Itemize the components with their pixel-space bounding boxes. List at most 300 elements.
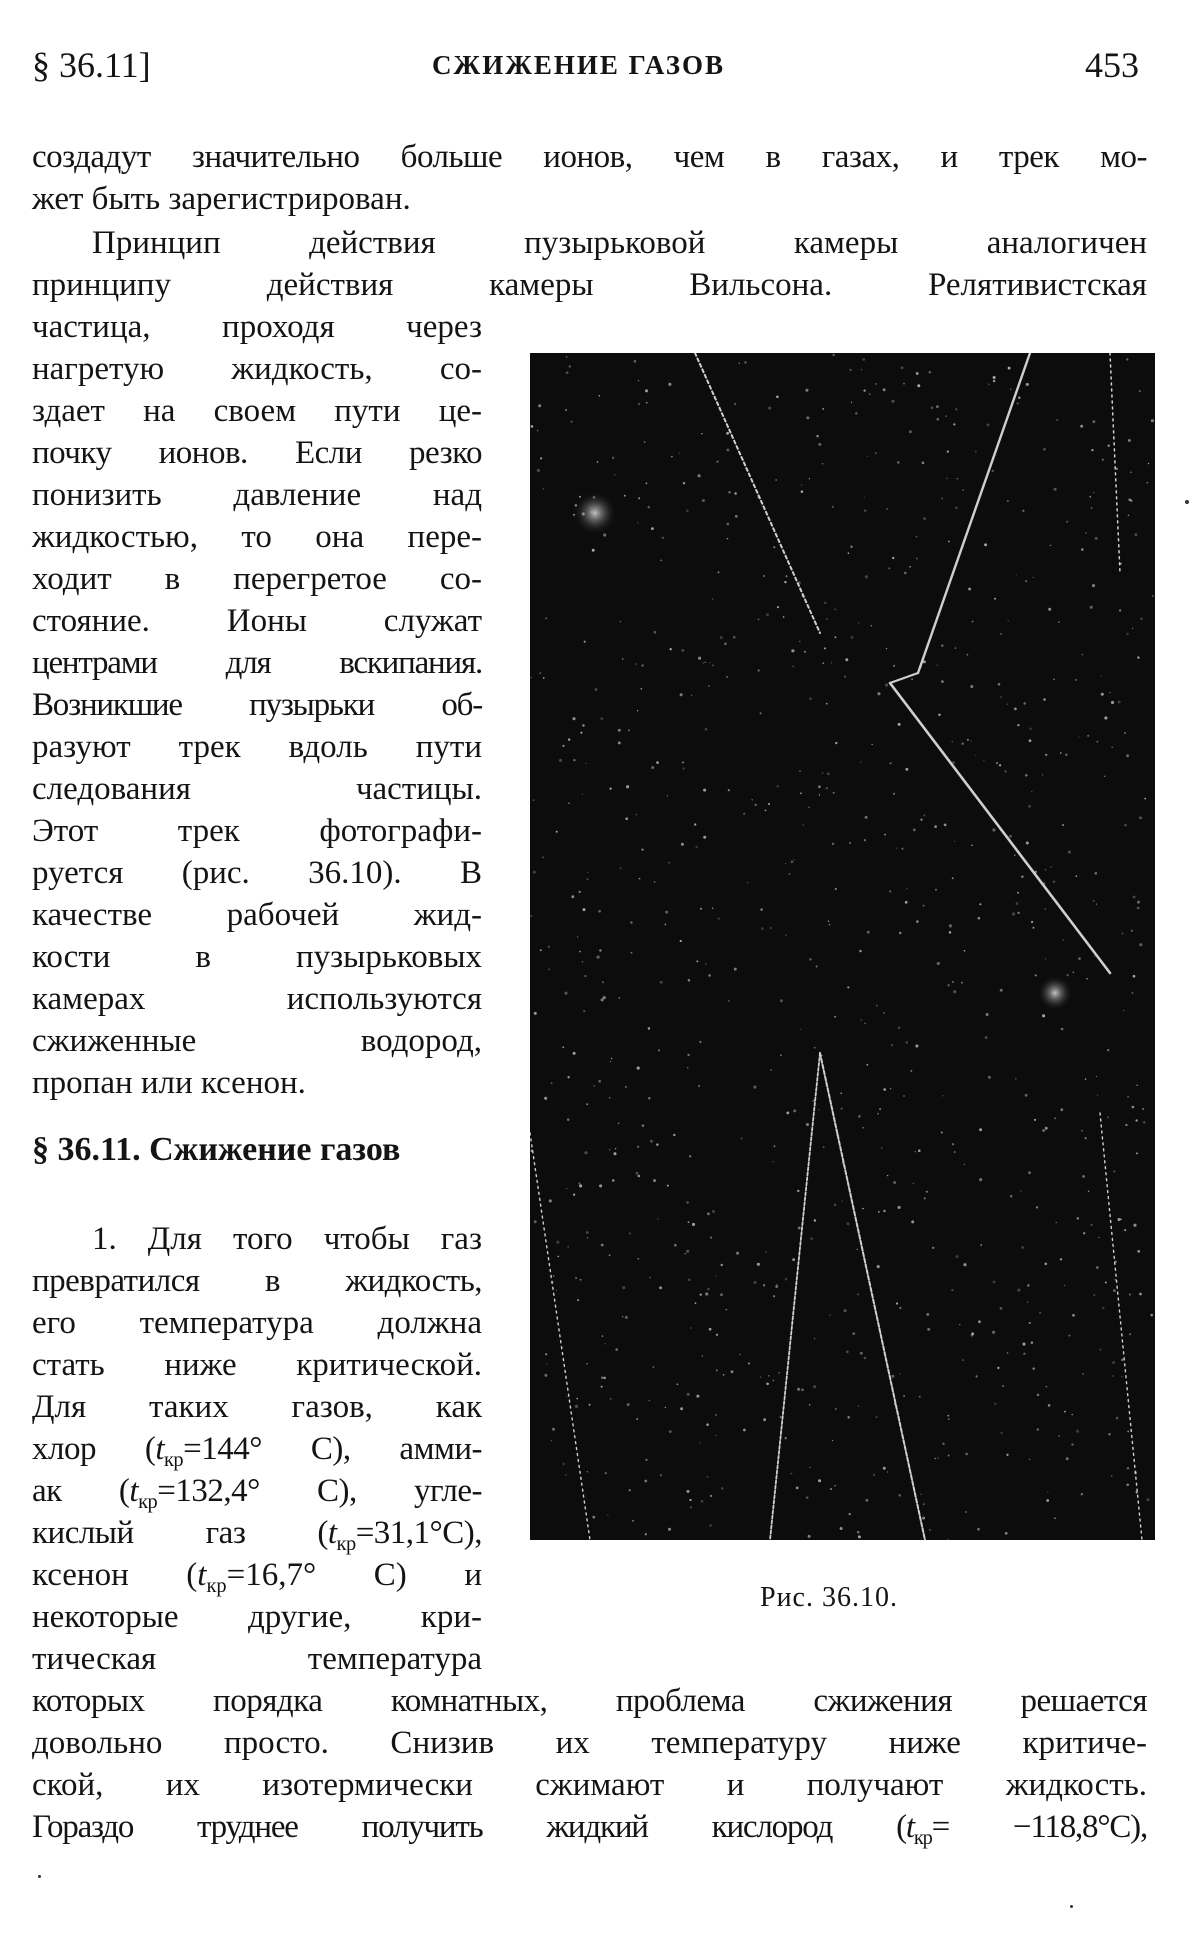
bubble-dot [1028,805,1031,808]
bubble-dot [579,951,581,953]
bubble-dot [651,766,654,769]
bubble-dot [1017,402,1019,404]
bubble-dot [566,371,569,374]
bubble-dot [1115,1279,1116,1280]
bubble-dot [651,527,654,530]
bubble-dot [707,1476,709,1478]
bubble-dot [1139,1293,1142,1296]
bubble-dot [801,490,804,493]
bubble-dot [883,388,886,391]
bubble-dot [857,1293,859,1295]
bubble-dot [545,617,547,619]
bubble-dot [734,492,737,495]
bubble-dot [533,799,535,801]
bubble-dot [1126,754,1129,757]
bubble-dot [1107,1049,1109,1051]
bubble-dot [1045,1127,1048,1130]
bubble-dot [584,1151,587,1154]
bubble-dot [867,931,870,934]
bubble-dot [931,407,934,410]
bubble-dot [653,1179,656,1182]
bubble-dot [883,1012,885,1014]
bubble-dot [818,443,821,446]
bubble-dot [971,1332,974,1335]
bubble-dot [826,618,828,620]
bubble-dot [721,1487,724,1490]
bubble-dot [1047,1491,1048,1492]
bubble-dot [963,1263,966,1266]
bubble-dot [934,1458,936,1460]
bubble-dot [1007,1352,1009,1354]
bubble-dot [698,1085,700,1087]
bubble-dot [1027,1301,1029,1303]
bubble-dot [1060,1108,1063,1111]
bubble-dot [800,792,802,794]
bubble-dot [1014,708,1017,711]
bubble-dot [562,1463,564,1465]
bubble-dot [954,841,955,842]
bubble-dot [726,676,728,678]
bubble-dot [792,666,794,668]
bubble-dot [829,924,831,926]
bubble-dot [1107,1117,1108,1118]
bubble-dot [988,1076,991,1079]
bubble-dot [531,425,534,428]
bubble-dot [1147,482,1149,484]
text-line-formula [32,1470,482,1512]
bubble-dot [584,975,586,977]
bubble-dot [799,641,800,642]
bubble-dot [794,859,795,860]
text-line: жет быть зарегистрирован. [32,181,411,217]
bubble-dot [1064,1411,1066,1413]
bubble-dot [610,1398,612,1400]
bubble-dot [1039,1312,1041,1314]
bubble-dot [716,1369,718,1371]
bubble-dot [1051,866,1053,868]
bubble-dot [861,369,862,370]
bubble-dot [773,1380,775,1382]
bubble-dot [1113,1170,1115,1172]
bubble-dot [979,1128,982,1131]
bubble-dot [660,1474,662,1476]
bubble-dot [850,369,852,371]
bubble-dot [577,1299,579,1301]
bubble-dot [1095,872,1098,875]
bubble-dot [534,1220,537,1223]
bubble-dot [964,1164,966,1166]
bubble-dot [1058,1435,1060,1437]
bubble-dot [703,662,704,663]
bubble-dot [1029,727,1031,729]
bubble-dot [688,1221,690,1223]
bubble-dot [584,641,586,643]
subscript-kr: кр [336,1533,356,1556]
bubble-dot [542,856,544,858]
bubble-dot [941,1132,943,1134]
bubble-dot [1092,584,1095,587]
bubble-dot [887,1175,888,1176]
bubble-dot [587,872,588,873]
bubble-dot [879,1108,881,1110]
bubble-dot [593,1085,595,1087]
bubble-dot [992,470,994,472]
text-fragment: ксенон ( [32,1557,198,1593]
bubble-dot [622,1286,625,1289]
bubble-dot [609,1097,611,1099]
bubble-dot [727,538,728,539]
bubble-dot [864,839,866,841]
bubble-dot [622,658,624,660]
text-line: Возникшие пузырьки об- [32,687,482,723]
bubble-dot [935,889,937,891]
bubble-dot [618,1122,620,1124]
bubble-dot [1017,892,1019,894]
bubble-dot [720,636,723,639]
bubble-dot [668,383,671,386]
bubble-dot [530,915,532,917]
bubble-dot [716,461,718,463]
bubble-dot [1108,1433,1110,1435]
bubble-dot [1129,1293,1131,1295]
text-line: принципу действия камеры Вильсона. Релятивистская [32,267,1147,303]
bubble-dot [924,1197,926,1199]
bubble-dot [916,558,918,560]
bubble-dot [1048,1404,1051,1407]
bubble-dot [955,507,957,509]
bubble-dot [665,911,668,914]
bubble-dot [864,1357,867,1360]
bubble-dot [1133,896,1136,899]
text-line: здает на своем пути це- [32,393,482,429]
bubble-dot [827,772,830,775]
bubble-dot [923,905,925,907]
bubble-dot [964,950,966,952]
bubble-dot [884,834,886,836]
bubble-dot [1061,1028,1064,1031]
bubble-dot [543,488,545,490]
bubble-dot [790,1473,792,1475]
bubble-dot [857,1531,860,1534]
bubble-dot [826,703,828,705]
bubble-dot [1129,1333,1131,1335]
text-fragment: кислый газ ( [32,1515,328,1551]
bubble-dot [600,717,603,720]
bubble-dot [840,1092,842,1094]
bubble-dot [1017,912,1019,914]
bubble-dot [757,1263,760,1266]
bubble-dot [936,405,939,408]
bubble-dot [877,1265,880,1268]
bubble-dot [576,1398,578,1400]
bubble-dot [1012,913,1015,916]
bubble-dot [686,1250,689,1253]
bubble-dot [540,457,542,459]
bubble-dot [598,1080,601,1083]
bubble-dot [1101,693,1104,696]
bubble-dot [1016,902,1019,905]
bubble-dot [1021,876,1023,878]
bubble-dot [709,1524,711,1526]
bubble-dot [800,1029,801,1030]
bubble-dot [1105,1282,1107,1284]
bubble-dot [765,1251,766,1252]
bubble-dot [775,1285,778,1288]
bubble-dot [728,789,730,791]
bubble-dot [919,1396,921,1398]
bubble-dot [1065,754,1067,756]
bubble-dot [726,448,729,451]
bubble-dot [629,1489,631,1491]
bubble-dot [1078,957,1081,960]
bubble-dot [903,383,905,385]
bubble-dot [975,755,976,756]
bubble-dot [701,1500,704,1503]
bubble-dot [1090,606,1093,609]
bubble-dot [898,723,901,726]
print-speck [1185,500,1189,504]
bubble-dot [659,1286,662,1289]
bubble-dot [637,710,638,711]
bubble-dot [673,1134,675,1136]
bubble-dot [776,785,778,787]
bubble-dot [1081,548,1083,550]
bubble-dot [1042,774,1043,775]
bubble-dot [531,677,532,678]
bubble-dot [975,1375,977,1377]
bubble-dot [818,1479,821,1482]
bubble-dot [906,888,908,890]
bubble-dot [1097,1095,1098,1096]
bubble-dot [540,949,542,951]
bubble-dot [638,403,640,405]
bubble-dot [1000,696,1002,698]
text-line: ходит в перегретое со- [32,561,482,597]
subscript-kr: кр [206,1575,227,1598]
text-line: превратился в жидкость, [32,1263,482,1299]
bubble-dot [1139,390,1141,392]
bubble-dot [926,1191,928,1193]
bubble-dot [652,1366,654,1368]
bubble-dot [646,483,648,485]
bubble-dot [1046,1499,1049,1502]
bubble-dot [1043,698,1046,701]
bubble-dot [1017,724,1019,726]
bubble-dot [637,1146,639,1148]
bubble-dot [636,1172,639,1175]
bubble-dot [1081,1493,1084,1496]
bubble-dot [690,1327,691,1328]
bubble-dot [953,990,956,993]
bubble-dot [893,665,895,667]
bubble-dot [863,389,865,391]
bubble-dot [808,1535,811,1538]
bubble-dot [1025,580,1027,582]
bubble-dot [1050,545,1052,547]
bubble-dot [994,598,996,600]
bubble-dot [1091,507,1093,509]
bubble-dot [573,1194,575,1196]
bubble-dot [776,396,779,399]
bubble-dot [665,924,667,926]
bubble-dot [586,1103,588,1105]
bubble-dot [612,1179,615,1182]
bubble-dot [1118,1218,1121,1221]
bubble-dot [1072,971,1074,973]
text-line: качестве рабочей жид- [32,897,482,933]
bubble-dot [1139,816,1142,819]
bubble-dot [1118,700,1121,703]
text-line: нагретую жидкость, со- [32,351,482,387]
bubble-dot [548,968,550,970]
bubble-dot [1112,1361,1115,1364]
bubble-dot [575,1405,578,1408]
bubble-dot [763,1284,765,1286]
bubble-dot [860,761,861,762]
bubble-dot [864,497,865,498]
bubble-dot [834,636,836,638]
bubble-dot [988,383,990,385]
bubble-dot [648,1027,651,1030]
bubble-dot [534,1012,537,1015]
bubble-dot [924,815,926,817]
bubble-dot [1140,618,1142,620]
bubble-dot [677,1383,679,1385]
bubble-dot [923,1503,925,1505]
bubble-dot [634,360,637,363]
bubble-dot [739,363,740,364]
bubble-dot [816,965,818,967]
bubble-dot [831,662,832,663]
bubble-dot [660,981,663,984]
bubble-dot [1086,978,1088,980]
bubble-dot [615,1348,618,1351]
bubble-dot [768,803,770,805]
bubble-dot [704,662,705,663]
bubble-dot [601,998,604,1001]
bubble-dot [1081,1130,1083,1132]
bubble-dot [968,588,971,591]
bubble-dot [911,1220,914,1223]
bubble-dot [834,1485,836,1487]
bubble-dot [637,522,638,523]
bubble-dot [890,762,892,764]
bubble-dot [881,1147,883,1149]
bubble-dot [1045,908,1046,909]
bubble-dot [667,1185,669,1187]
bubble-dot [599,1184,602,1187]
bubble-dot [801,1388,804,1391]
bubble-dot [855,412,857,414]
bubble-dot [602,981,604,983]
bubble-dot [834,608,836,610]
bubble-dot [625,1086,627,1088]
text-fragment: =31,1°С), [355,1515,482,1551]
bubble-dot [866,1064,868,1066]
bubble-dot [645,389,648,392]
bubble-dot [818,1109,820,1111]
bubble-dot [551,1440,552,1441]
bubble-dot [702,1355,703,1356]
text-fragment: Гораздо труднее получить жидкий кислород ( [32,1809,906,1845]
bubble-dot [970,685,973,688]
bubble-dot [944,824,947,827]
bubble-dot [822,772,823,773]
bubble-dot [822,662,824,664]
bubble-dot [938,714,940,716]
bubble-dot [906,1041,908,1043]
bubble-dot [788,873,790,875]
bubble-dot [626,785,629,788]
bubble-dot [899,1307,901,1309]
bubble-dot [681,649,684,652]
bubble-dot [920,819,922,821]
bubble-dot [543,677,545,679]
bubble-dot [849,842,851,844]
bubble-dot [780,999,783,1002]
bubble-dot [810,1237,813,1240]
bubble-dot [918,1149,921,1152]
bubble-dot [1048,608,1051,611]
text-fragment: хлор ( [32,1431,156,1467]
bubble-dot [955,408,957,410]
bubble-dot [899,932,901,934]
bubble-dot [1064,1285,1066,1287]
bubble-dot [601,1376,604,1379]
bubble-dot [923,517,926,520]
bubble-dot [646,402,648,404]
bubble-dot [567,1118,570,1121]
bubble-dot [1102,1307,1104,1309]
bubble-dot [941,498,943,500]
bubble-dot [903,1095,905,1097]
bubble-dot [952,877,954,879]
bubble-dot [1033,927,1035,929]
bubble-dot [1125,1124,1127,1126]
bubble-dot [932,1247,934,1249]
bubble-dot [1087,735,1089,737]
bubble-dot [1022,510,1024,512]
bubble-dot [952,741,953,742]
bubble-dot [952,981,954,983]
bubble-dot [592,1516,595,1519]
bubble-dot [1091,449,1093,451]
bubble-dot [712,1210,715,1213]
bubble-dot [986,1013,989,1016]
bubble-dot [638,1175,640,1177]
bubble-dot [716,1334,718,1336]
bubble-dot [858,1405,860,1407]
text-fragment: =16,7° С) и [226,1557,482,1593]
text-line: 1. Для того чтобы газ [92,1221,482,1257]
bubble-dot [893,1181,896,1184]
bubble-dot [1045,958,1046,959]
bubble-dot [553,1275,554,1276]
bubble-dot [728,491,730,493]
bubble-dot [814,1338,815,1339]
bubble-dot [783,616,785,618]
bubble-dot [942,1095,943,1096]
bubble-dot [1027,1284,1029,1286]
bubble-dot [852,1332,855,1335]
bubble-dot [1068,851,1071,854]
bubble-dot [566,1396,567,1397]
bubble-dot [656,761,659,764]
bubble-dot [834,1016,836,1018]
bubble-dot [801,484,803,486]
text-line: Для таких газов, как [32,1389,482,1425]
bubble-dot [625,1316,628,1319]
